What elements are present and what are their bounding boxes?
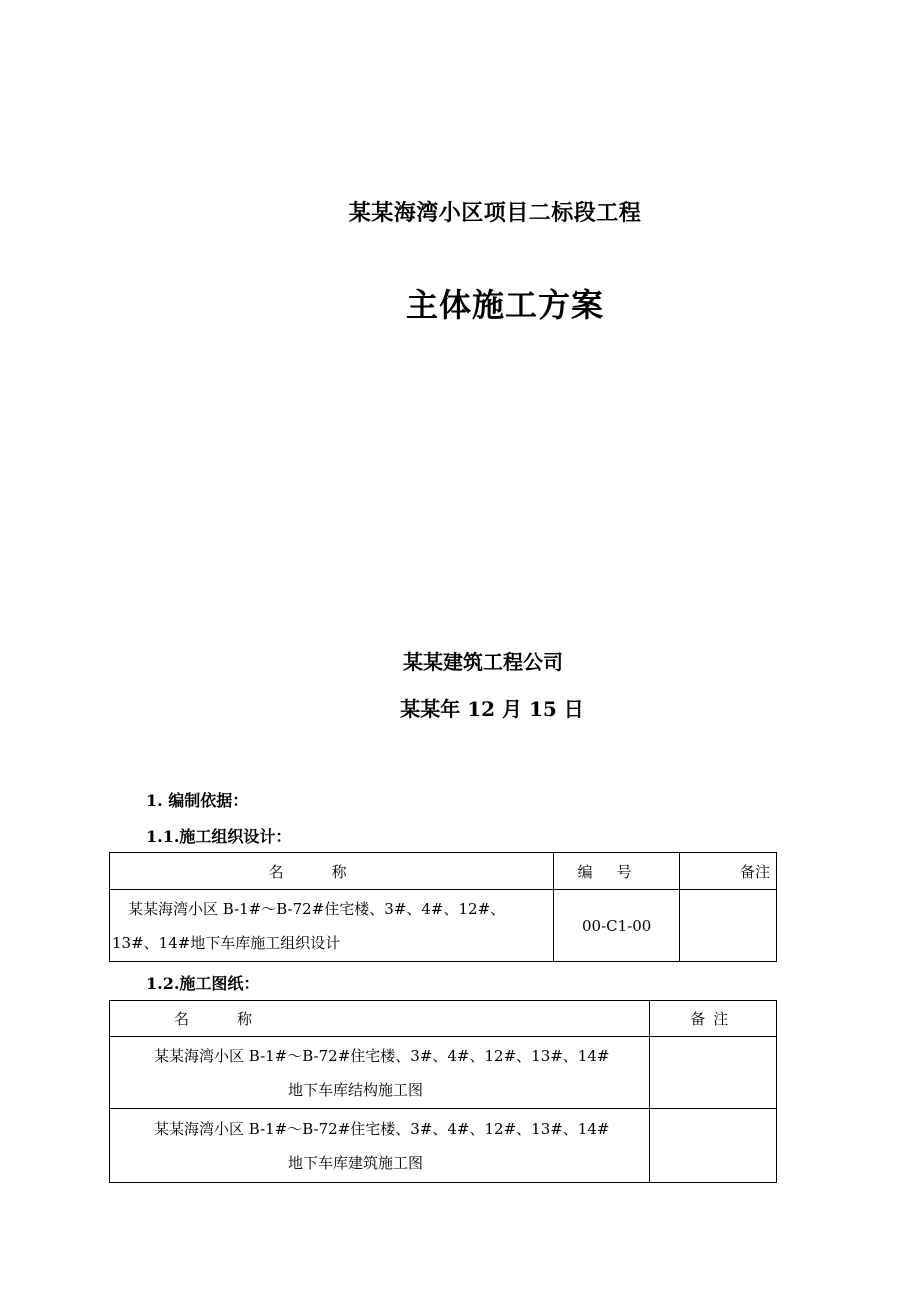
row-remark [680,890,777,962]
row-number: 00-C1-00 [554,890,680,962]
header-remark-text: 备注 [739,862,770,881]
row-name-line1: 某某海湾小区 B-1#～B-72#住宅楼、3#、4#、12#、13#、14# [154,1046,610,1065]
row-name-line2: 地下车库建筑施工图 [288,1153,424,1172]
table-row [110,890,777,962]
row-name-line1: 某某海湾小区 B-1#～B-72#住宅楼、3#、4#、12#、 [128,899,506,918]
row-name-line2: 13#、14#地下车库施工组织设计 [112,933,341,952]
row-remark [650,1037,777,1109]
row-name [110,1037,650,1109]
construction-design-table [109,852,777,962]
table-row [110,1109,777,1183]
section-heading-basis: 1. 编制依据： [146,791,249,810]
header-remark-text: 备注 [690,1010,737,1028]
header-number-text: 编号 [577,862,656,881]
drawings-table [109,1000,777,1183]
header-number [554,853,680,890]
document-title: 主体施工方案 [405,286,604,324]
header-name-text: 名称 [174,1010,301,1028]
company-name: 某某建筑工程公司 [403,650,563,674]
row-remark [650,1109,777,1183]
row-name-line2: 地下车库结构施工图 [288,1080,424,1099]
table-header-row [110,1001,777,1037]
header-remark [650,1001,777,1037]
project-title: 某某海湾小区项目二标段工程 [348,200,642,226]
table-header-row [110,853,777,890]
header-name-text: 名称 [268,862,395,881]
document-date: 某某年 12 月 15 日 [400,697,584,721]
section-heading-construction-design: 1.1.施工组织设计： [146,827,292,846]
row-name-line1: 某某海湾小区 B-1#～B-72#住宅楼、3#、4#、12#、13#、14# [154,1119,610,1138]
section-heading-drawings: 1.2.施工图纸： [146,974,260,993]
row-name [110,890,554,962]
table-row [110,1037,777,1109]
header-name [110,1001,650,1037]
row-name [110,1109,650,1183]
header-remark [680,853,777,890]
header-name [110,853,554,890]
